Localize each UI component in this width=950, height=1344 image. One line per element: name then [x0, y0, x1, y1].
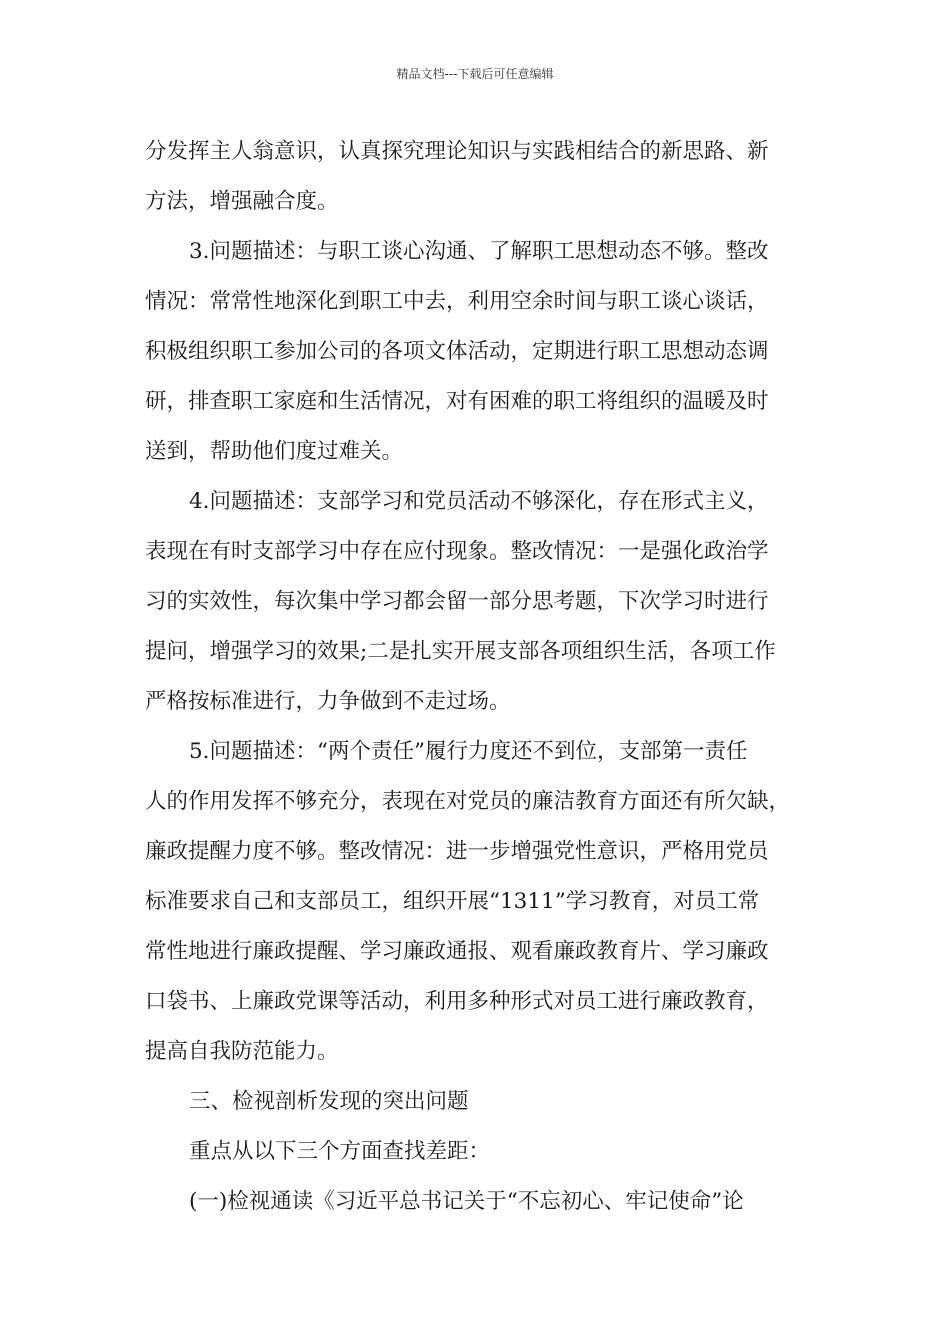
text-line: 送到，帮助他们度过难关。	[145, 439, 404, 464]
text-line: 情况：常常性地深化到职工中去，利用空余时间与职工谈心谈话，	[145, 289, 769, 314]
text-line: 常性地进行廉政提醒、学习廉政通报、观看廉政教育片、学习廉政	[145, 939, 769, 964]
text-line: 积极组织职工参加公司的各项文体活动，定期进行职工思想动态调	[145, 339, 769, 364]
text-line: 提高自我防范能力。	[145, 1039, 339, 1064]
text-line: 重点从以下三个方面查找差距：	[189, 1139, 491, 1164]
text-line: 口袋书、上廉政党课等活动，利用多种形式对员工进行廉政教育，	[145, 989, 769, 1014]
page-header: 精品文档---下载后可任意编辑	[396, 67, 554, 81]
text-line: (一)检视通读《习近平总书记关于“不忘初心、牢记使命”论	[189, 1189, 744, 1214]
text-line: 3.问题描述：与职工谈心沟通、了解职工思想动态不够。整改	[189, 239, 769, 264]
text-line: 方法，增强融合度。	[145, 189, 339, 214]
text-line: 提问，增强学习的效果;二是扎实开展支部各项组织生活，各项工作	[145, 639, 776, 664]
text-line: 廉政提醒力度不够。整改情况：进一步增强党性意识，严格用党员	[145, 839, 769, 864]
text-line: 表现在有时支部学习中存在应付现象。整改情况：一是强化政治学	[145, 539, 769, 564]
document-body	[145, 127, 810, 1227]
text-line: 人的作用发挥不够充分，表现在对党员的廉洁教育方面还有所欠缺，	[145, 789, 791, 814]
text-line: 4.问题描述：支部学习和党员活动不够深化，存在形式主义，	[189, 489, 769, 514]
text-line: 5.问题描述：“两个责任”履行力度还不到位，支部第一责任	[189, 739, 748, 764]
text-line: 分发挥主人翁意识，认真探究理论知识与实践相结合的新思路、新	[145, 139, 769, 164]
text-line: 严格按标准进行，力争做到不走过场。	[145, 689, 511, 714]
text-line: 标准要求自己和支部员工，组织开展“1311”学习教育，对员工常	[145, 889, 760, 914]
text-line: 习的实效性，每次集中学习都会留一部分思考题，下次学习时进行	[145, 589, 769, 614]
text-line: 研，排查职工家庭和生活情况，对有困难的职工将组织的温暖及时	[145, 389, 769, 414]
text-line: 三、检视剖析发现的突出问题	[189, 1089, 469, 1114]
